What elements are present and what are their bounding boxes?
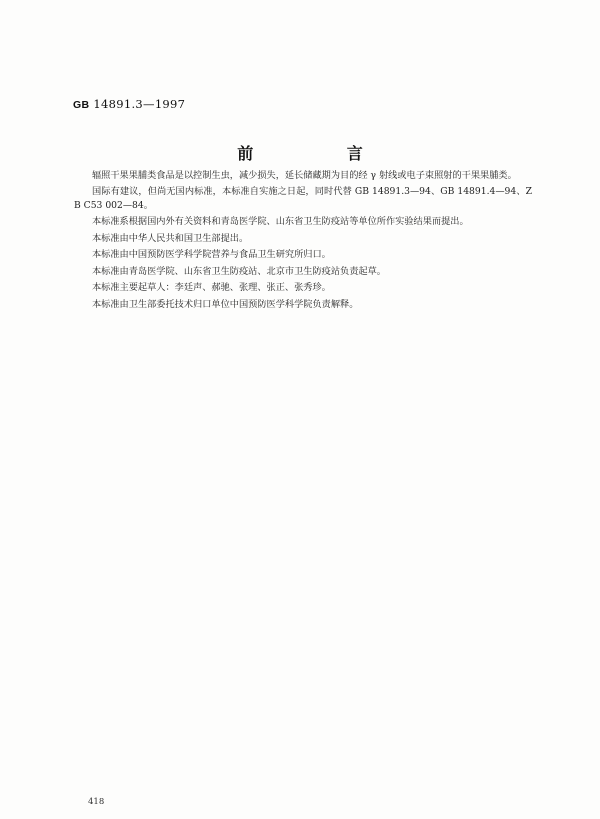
paragraph: 本标准由中国预防医学科学院营养与食品卫生研究所归口。 <box>92 249 331 261</box>
paragraph: 本标准由中华人民共和国卫生部提出。 <box>92 232 249 244</box>
page-title: 前 言 <box>237 144 407 163</box>
page-number: 418 <box>88 797 105 807</box>
paragraph: 国际有建议，但尚无国内标准，本标准自实施之日起，同时代替 GB 14891.3—94、GB 14891.4—94、ZB C53 002—84。 <box>74 186 532 211</box>
paragraph: 本标准主要起草人：李廷声、郝驰、张理、张正、张秀珍。 <box>92 282 331 294</box>
foreword-body <box>74 169 532 314</box>
paragraph: 本标准由卫生部委托技术归口单位中国预防医学科学院负责解释。 <box>92 298 359 310</box>
paragraph: 辐照干果果脯类食品是以控制生虫，减少损失，延长储藏期为目的经 γ 射线或电子束照射的干果果脯类。 <box>92 170 517 181</box>
paragraph: 本标准系根据国内外有关资料和青岛医学院、山东省卫生防疫站等单位所作实验结果而提出。 <box>92 216 469 228</box>
standard-code <box>73 97 185 111</box>
standard-number: 14891.3—1997 <box>93 97 186 111</box>
standard-prefix: GB <box>73 99 90 111</box>
paragraph: 本标准由青岛医学院、山东省卫生防疫站、北京市卫生防疫站负责起草。 <box>92 265 386 277</box>
